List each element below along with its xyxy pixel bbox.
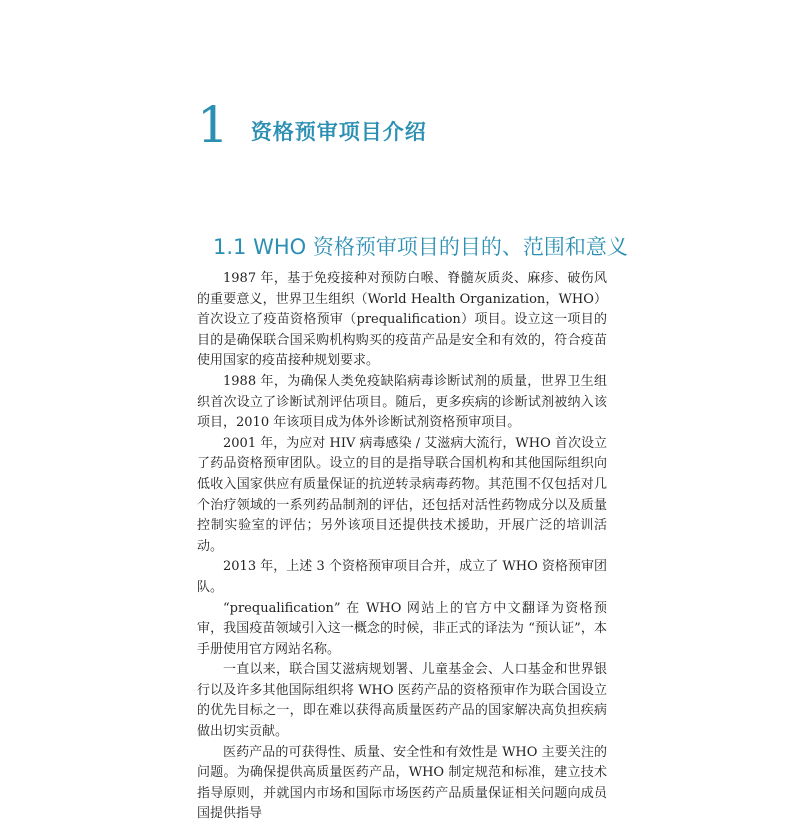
paragraph: 2013 年，上述 3 个资格预审项目合并，成立了 WHO 资格预审团队。: [197, 559, 607, 595]
paragraph: 医药产品的可获得性、质量、安全性和有效性是 WHO 主要关注的问题。为确保提供高质量医药产品，WHO 制定规范和标准，建立技术指导原则，并就国内市场和国际市场医药产品质量保证相关问题向成员国提供指导: [197, 744, 607, 822]
chapter-header: [197, 96, 427, 154]
body-text: [197, 269, 607, 825]
paragraph: 1987 年，基于免疫接种对预防白喉、脊髓灰质炎、麻疹、破伤风的重要意义，世界卫生组织（World Health Organization，WHO）首次设立了疫苗资格预审（prequalification）项目。设立这一项目的目的是确保联合国采购机构购买的疫苗产品是安全和有效的，符合疫苗使用国家的疫苗接种规划要求。: [197, 271, 607, 369]
chapter-title: 资格预审项目介绍: [250, 120, 427, 144]
paragraph: “prequalification” 在 WHO 网站上的官方中文翻译为资格预审，我国疫苗领域引入这一概念的时候，非正式的译法为 “预认证”，本手册使用官方网站名称。: [197, 600, 607, 657]
chapter-number: 1: [197, 96, 229, 154]
section-title: 1.1 WHO 资格预审项目的目的、范围和意义: [213, 235, 628, 259]
paragraph: 一直以来，联合国艾滋病规划署、儿童基金会、人口基金和世界银行以及许多其他国际组织将 WHO 医药产品的资格预审作为联合国设立的优先目标之一，即在难以获得高质量医药产品的国家解决高负担疾病做出切实贡献。: [197, 662, 607, 740]
paragraph: 2001 年，为应对 HIV 病毒感染 / 艾滋病大流行，WHO 首次设立了药品资格预审团队。设立的目的是指导联合国机构和其他国际组织向低收入国家供应有质量保证的抗逆转录病毒药物。其范围不仅包括对几个治疗领域的一系列药品制剂的评估，还包括对活性药物成分以及质量控制实验室的评估；另外该项目还提供技术援助，开展广泛的培训活动。: [197, 435, 607, 554]
paragraph: 1988 年，为确保人类免疫缺陷病毒诊断试剂的质量，世界卫生组织首次设立了诊断试剂评估项目。随后，更多疾病的诊断试剂被纳入该项目，2010 年该项目成为体外诊断试剂资格预审项目。: [197, 373, 607, 431]
